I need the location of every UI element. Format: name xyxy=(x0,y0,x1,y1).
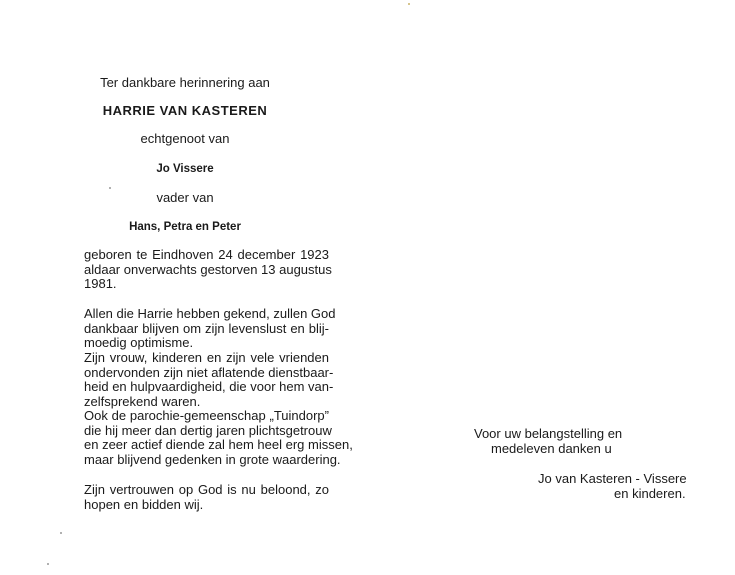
tribute-paragraph-2 xyxy=(84,350,334,409)
thanks-line-2: medeleven danken u xyxy=(491,441,612,456)
spouse-name: Jo Vissere xyxy=(156,163,214,175)
deceased-name: HARRIE VAN KASTEREN xyxy=(102,103,268,118)
text-line: zelfsprekend waren. xyxy=(84,393,201,409)
text-line: Zijn vrouw, kinderen en zijn vele vrienden xyxy=(84,350,329,365)
text-line: ondervonden zijn niet aflatende dienstbaar- xyxy=(84,364,334,380)
text-line: Allen die Harrie hebben gekend, zullen God xyxy=(84,306,336,321)
signature-line-2: en kinderen. xyxy=(614,486,686,501)
children-names: Hans, Petra en Peter xyxy=(129,221,241,233)
text-line: en zeer actief diende zal hem heel erg missen, xyxy=(84,437,353,453)
print-speck xyxy=(60,532,62,534)
spouse-label: echtgenoot van xyxy=(140,131,230,146)
text-line: heid en hulpvaardigheid, die voor hem van- xyxy=(84,379,334,395)
text-line: dankbaar blijven om zijn levenslust en blij- xyxy=(84,320,329,336)
text-line: Zijn vertrouwen op God is nu beloond, zo xyxy=(84,482,329,497)
text-line: maar blijvend gedenken in grote waardering. xyxy=(84,451,341,467)
text-line: Ook de parochie-gemeenschap „Tuindorp” xyxy=(84,408,329,423)
tribute-paragraph-1 xyxy=(84,306,336,351)
bio-line: aldaar onverwachts gestorven 13 augustus xyxy=(84,261,332,277)
dedication-line: Ter dankbare herinnering aan xyxy=(100,75,270,90)
biography xyxy=(84,247,332,292)
text-line: die hij meer dan dertig jaren plichtsgetrouw xyxy=(84,422,332,438)
text-line: hopen en bidden wij. xyxy=(84,496,204,512)
signature-line-1: Jo van Kasteren - Vissere xyxy=(538,471,687,486)
thanks-line-1: Voor uw belangstelling en xyxy=(474,426,623,441)
print-speck xyxy=(408,3,410,5)
bio-line: geboren te Eindhoven 24 december 1923 xyxy=(84,247,329,262)
print-speck xyxy=(109,187,111,189)
text-line: moedig optimisme. xyxy=(84,335,194,351)
print-speck xyxy=(47,563,49,565)
tribute-paragraph-3 xyxy=(84,408,353,467)
bio-line: 1981. xyxy=(84,276,117,292)
father-label: vader van xyxy=(156,190,214,205)
tribute-paragraph-4 xyxy=(84,483,329,512)
